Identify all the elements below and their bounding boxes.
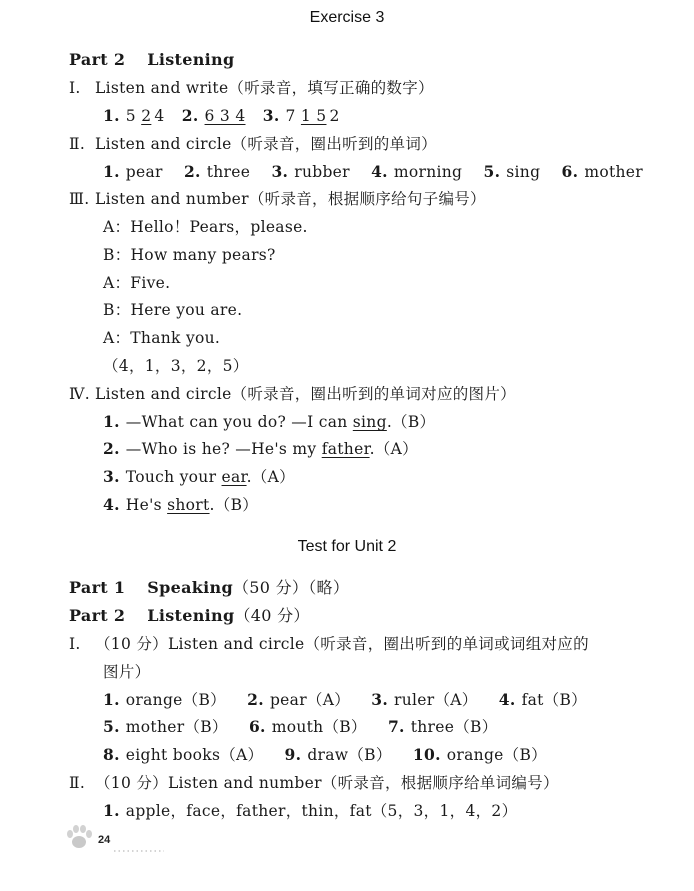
answer-text: mouth（B）: [271, 718, 367, 736]
answer-word: morning: [393, 163, 463, 181]
answer-word: pear: [125, 163, 163, 181]
section-numeral: Ⅳ.: [69, 385, 91, 403]
answer-text: orange（B）: [446, 746, 547, 764]
section-instruction-continued: 图片）: [103, 663, 151, 681]
answer-word: rubber: [294, 163, 350, 181]
sentence-text: He's: [125, 496, 168, 514]
dialogue-line: A：Thank you.: [103, 329, 221, 347]
item-number: 1.: [103, 412, 120, 431]
section-instruction: （10 分）Listen and number（听录音，根据顺序给单词编号）: [95, 774, 559, 792]
answer-text: orange（B）: [125, 691, 226, 709]
paw-icon: [64, 823, 94, 851]
sentence-text: Touch your: [125, 468, 222, 486]
dialogue-line: A：Hello！Pears，please.: [103, 218, 308, 236]
answer-text: pear（A）: [269, 691, 350, 709]
section-3-heading: [69, 189, 486, 209]
part2-heading: [69, 606, 310, 626]
item-number: 2.: [181, 106, 199, 125]
underlined-digit: 1 5: [300, 107, 327, 125]
item-number: 4.: [498, 690, 516, 709]
exercise-title: Exercise 3: [309, 9, 385, 26]
item-number: 6.: [248, 717, 266, 736]
answer-row: [103, 717, 498, 737]
item-number: 4.: [103, 495, 120, 514]
section-instruction: Listen and write（听录音，填写正确的数字）: [95, 79, 434, 97]
item-number: 4.: [371, 162, 388, 181]
answer-letter: .（B）: [386, 413, 436, 431]
section-instruction: （10 分）Listen and circle（听录音，圈出听到的单词或词组对应的: [95, 635, 589, 653]
item-number: 1.: [103, 690, 120, 709]
item-number: 3.: [371, 690, 389, 709]
underlined-word: sing: [352, 413, 387, 431]
test-section-2-heading: [69, 773, 559, 793]
item-number: 2.: [103, 439, 120, 458]
answer-row: [103, 745, 547, 765]
section-instruction: Listen and circle（听录音，圈出听到的单词）: [95, 135, 437, 153]
list-item: [103, 439, 418, 459]
underlined-word: ear: [221, 468, 247, 486]
answer-letter: .（A）: [369, 440, 418, 458]
item-number: 1.: [103, 162, 120, 181]
underlined-digit: 6 3 4: [204, 107, 246, 125]
test-section-1-heading: [69, 634, 589, 654]
item-number: 2.: [183, 162, 201, 181]
item-number: 6.: [561, 162, 579, 181]
answer-text: apple，face，father，thin，fat（5，3，1，4，2）: [125, 802, 518, 820]
section-instruction: Listen and circle（听录音，圈出听到的单词对应的图片）: [95, 385, 516, 403]
item-number: 3.: [271, 162, 289, 181]
item-number: 2.: [247, 690, 264, 709]
item-number: 9.: [284, 745, 302, 764]
list-item: [103, 801, 517, 821]
answer-row: [103, 690, 587, 710]
dialogue-line: B：How many pears?: [103, 246, 276, 264]
underlined-digit: 2: [141, 107, 152, 125]
section-numeral: Ⅱ.: [69, 774, 86, 792]
section-instruction: Listen and number（听录音，根据顺序给句子编号）: [95, 190, 486, 208]
item-number: 7.: [387, 717, 405, 736]
dotted-divider: [114, 848, 164, 854]
part-score: （40 分）: [234, 606, 310, 625]
underlined-word: short: [167, 496, 210, 514]
item-number: 3.: [262, 106, 280, 125]
part-label: Part 2: [69, 606, 126, 625]
answer-word: mother: [584, 163, 643, 181]
digit: 2: [329, 107, 340, 125]
sentence-text: —What can you do? —I can: [125, 413, 353, 431]
item-number: 8.: [103, 745, 120, 764]
section-2-answers: [103, 162, 643, 182]
part-score: （50 分）（略）: [232, 578, 350, 597]
answer-word: three: [206, 163, 251, 181]
section-numeral: Ⅲ.: [69, 190, 90, 208]
section-numeral: Ⅱ.: [69, 135, 86, 153]
answer-letter: .（A）: [246, 468, 295, 486]
section-numeral: Ⅰ.: [69, 79, 81, 97]
section-1-heading: [69, 78, 434, 98]
item-number: 5.: [103, 717, 120, 736]
digit: 7: [285, 107, 296, 125]
list-item: [103, 467, 295, 487]
item-number: 1.: [103, 106, 120, 125]
section-1-answers: [103, 106, 340, 126]
answer-order: （4，1，3，2，5）: [103, 357, 249, 375]
section-numeral: Ⅰ.: [69, 635, 81, 653]
answer-text: fat（B）: [521, 691, 587, 709]
section-2-heading: [69, 134, 437, 154]
section-4-heading: [69, 384, 516, 404]
underlined-word: father: [321, 440, 370, 458]
answer-text: ruler（A）: [394, 691, 478, 709]
part-title: Speaking: [147, 578, 233, 597]
list-item: [103, 495, 258, 515]
part-label: Part 2: [69, 50, 126, 69]
answer-text: mother（B）: [125, 718, 228, 736]
dialogue-line: B：Here you are.: [103, 301, 243, 319]
list-item: [103, 412, 435, 432]
part-title: Listening: [147, 50, 235, 69]
item-number: 1.: [103, 801, 120, 820]
item-number: 3.: [103, 467, 120, 486]
item-number: 5.: [483, 162, 501, 181]
answer-letter: .（B）: [209, 496, 259, 514]
page-number: 24: [98, 834, 111, 846]
part-label: Part 1: [69, 578, 126, 597]
digit: 5: [125, 107, 136, 125]
answer-text: draw（B）: [307, 746, 392, 764]
digit: 4: [154, 107, 165, 125]
sentence-text: —Who is he? —He's my: [125, 440, 322, 458]
item-number: 10.: [412, 745, 441, 764]
part1-heading: [69, 578, 349, 598]
part2-heading: [69, 50, 234, 70]
part-title: Listening: [147, 606, 235, 625]
dialogue-line: A：Five.: [103, 274, 171, 292]
answer-text: three（B）: [410, 718, 498, 736]
answer-text: eight books（A）: [125, 746, 264, 764]
answer-word: sing: [506, 163, 541, 181]
test-title: Test for Unit 2: [297, 538, 397, 555]
